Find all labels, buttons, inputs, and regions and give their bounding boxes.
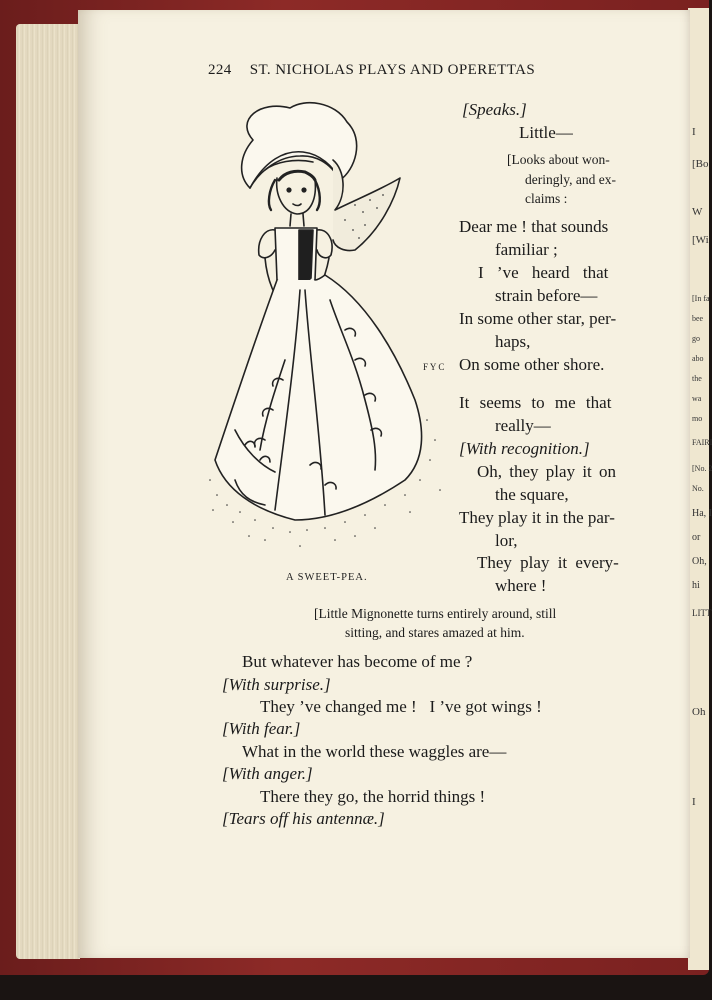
verse-line: They play it every- xyxy=(477,553,619,572)
verse-line: Little— xyxy=(519,123,573,142)
page-stack-edge xyxy=(16,24,80,959)
next-page-fragment: Ha, I xyxy=(692,508,712,519)
next-page-fragment: mo xyxy=(692,414,703,423)
next-page-fragment: Oh, xyxy=(692,556,707,567)
stage-direction-line: sitting, and stares amazed at him. xyxy=(345,625,525,640)
next-page-fragment: I xyxy=(692,126,696,138)
next-page-fragment: [Wi xyxy=(692,234,709,246)
verse-line: It seems to me that xyxy=(459,393,612,412)
page-number: 224 xyxy=(208,62,232,78)
page-header xyxy=(208,62,535,79)
next-page-fragment: abo xyxy=(692,354,704,363)
next-page-fragment: I xyxy=(692,796,696,808)
stage-direction-anger: [With anger.] xyxy=(222,764,313,783)
stage-direction-line: [Looks about won- xyxy=(507,152,610,167)
sweet-pea-illustration xyxy=(205,100,455,570)
next-page-fragment: go xyxy=(692,334,700,343)
illustrator-signature: F Y C xyxy=(423,362,445,372)
illustration-caption: A SWEET-PEA. xyxy=(286,572,368,583)
next-page-fragment: [In fa xyxy=(692,294,710,303)
verse-line: familiar ; xyxy=(495,240,558,259)
next-page-fragment: LITT xyxy=(692,608,712,618)
stage-direction-speaks: [Speaks.] xyxy=(462,100,527,119)
verse-line: where ! xyxy=(495,576,547,595)
stage-direction-line: deringly, and ex- xyxy=(525,172,616,187)
stage-direction-line: [Little Mignonette turns entirely around, still xyxy=(314,606,557,621)
verse-line: There they go, the horrid things ! xyxy=(260,787,486,806)
running-title: ST. NICHOLAS PLAYS AND OPERETTAS xyxy=(249,62,536,78)
stage-direction-fear: [With fear.] xyxy=(222,719,301,738)
stage-direction-recognition: [With recognition.] xyxy=(459,439,590,458)
verse-line: Dear me ! that sounds xyxy=(459,217,609,236)
next-page-fragment: No. xyxy=(692,484,704,493)
verse-line: In some other star, per- xyxy=(459,309,617,328)
verse-line: strain before— xyxy=(495,286,598,305)
stage-direction-surprise: [With surprise.] xyxy=(222,675,331,694)
next-page-fragment: the xyxy=(692,374,702,383)
next-page-fragment: hi xyxy=(692,580,700,591)
verse-line: I ’ve heard that xyxy=(478,263,609,282)
verse-line: On some other shore. xyxy=(459,355,605,374)
next-page-sliver xyxy=(688,8,712,970)
next-page-fragment: or xyxy=(692,532,701,543)
verse-line: the square, xyxy=(495,485,569,504)
verse-line: What in the world these waggles are— xyxy=(242,742,507,761)
next-page-fragment: Oh xyxy=(692,706,706,718)
verse-line: really— xyxy=(495,416,551,435)
verse-line: They ’ve changed me ! I ’ve got wings ! xyxy=(260,697,542,716)
next-page-fragment: W xyxy=(692,206,703,218)
next-page-fragment: bee xyxy=(692,314,704,323)
verse-line: haps, xyxy=(495,332,531,351)
verse-line: But whatever has become of me ? xyxy=(242,652,473,671)
verse-line: lor, xyxy=(495,531,518,550)
next-page-fragment: wa xyxy=(692,394,702,403)
next-page-fragment: [No. 2 xyxy=(692,464,712,473)
verse-line: They play it in the par- xyxy=(459,508,615,527)
verse-line: Oh, they play it on xyxy=(477,462,617,481)
next-page-fragment: [Bo xyxy=(692,158,709,170)
stage-direction-line: claims : xyxy=(525,191,568,206)
stage-direction-antennae: [Tears off his antennæ.] xyxy=(222,809,385,828)
next-page-fragment: FAIRI xyxy=(692,438,712,447)
